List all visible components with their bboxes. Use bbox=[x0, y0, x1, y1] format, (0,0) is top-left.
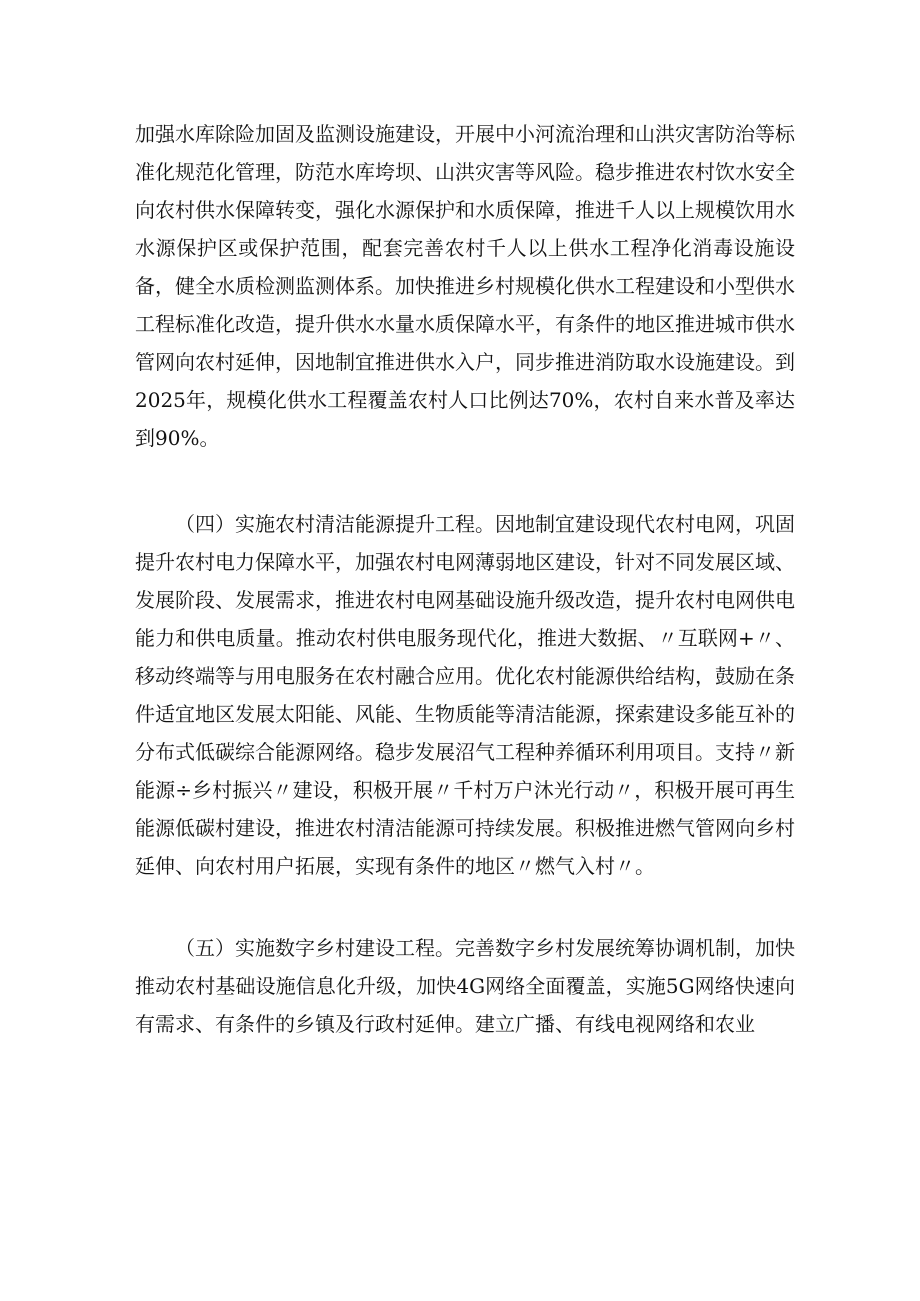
paragraph-clean-energy: （四）实施农村清洁能源提升工程。因地制宜建设现代农村电网，巩固提升农村电力保障水平，加强农村电网薄弱地区建设，针对不同发展区域、发展阶段、发展需求，推进农村电网基础设施升级改造，提升农村电网供电能力和供电质量。推动农村供电服务现代化，推进大数据、〃互联网+〃、移动终端等与用电服务在农村融合应用。优化农村能源供给结构，鼓励在条件适宜地区发展太阳能、风能、生物质能等清洁能源，探索建设多能互补的分布式低碳综合能源网络。稳步发展沼气工程种养循环利用项目。支持〃新能源÷乡村振兴〃建设，积极开展〃千村万户沐光行动〃，积极开展可再生能源低碳村建设，推进农村清洁能源可持续发展。积极推进燃气管网向乡村延伸、向农村用户拓展，实现有条件的地区〃燃气入村〃。 bbox=[135, 512, 795, 878]
paragraph-water-supply: 加强水库除险加固及监测设施建设，开展中小河流治理和山洪灾害防治等标准化规范化管理，防范水库垮坝、山洪灾害等风险。稳步推进农村饮水安全向农村供水保障转变，强化水源保护和水质保障，推进千人以上规模饮用水水源保护区或保护范围，配套完善农村千人以上供水工程净化消毒设施设备，健全水质检测监测体系。加快推进乡村规模化供水工程建设和小型供水工程标准化改造，提升供水水量水质保障水平，有条件的地区推进城市供水管网向农村延伸，因地制宜推进供水入户，同步推进消防取水设施建设。到2025年，规模化供水工程覆盖农村人口比例达70%，农村自来水普及率达到90%。 bbox=[135, 122, 795, 450]
document-body bbox=[135, 115, 795, 1043]
paragraph-digital-village: （五）实施数字乡村建设工程。完善数字乡村发展统筹协调机制，加快推动农村基础设施信息化升级，加快4G网络全面覆盖，实施5G网络快速向有需求、有条件的乡镇及行政村延伸。建立广播、有线电视网络和农业 bbox=[135, 936, 795, 1036]
